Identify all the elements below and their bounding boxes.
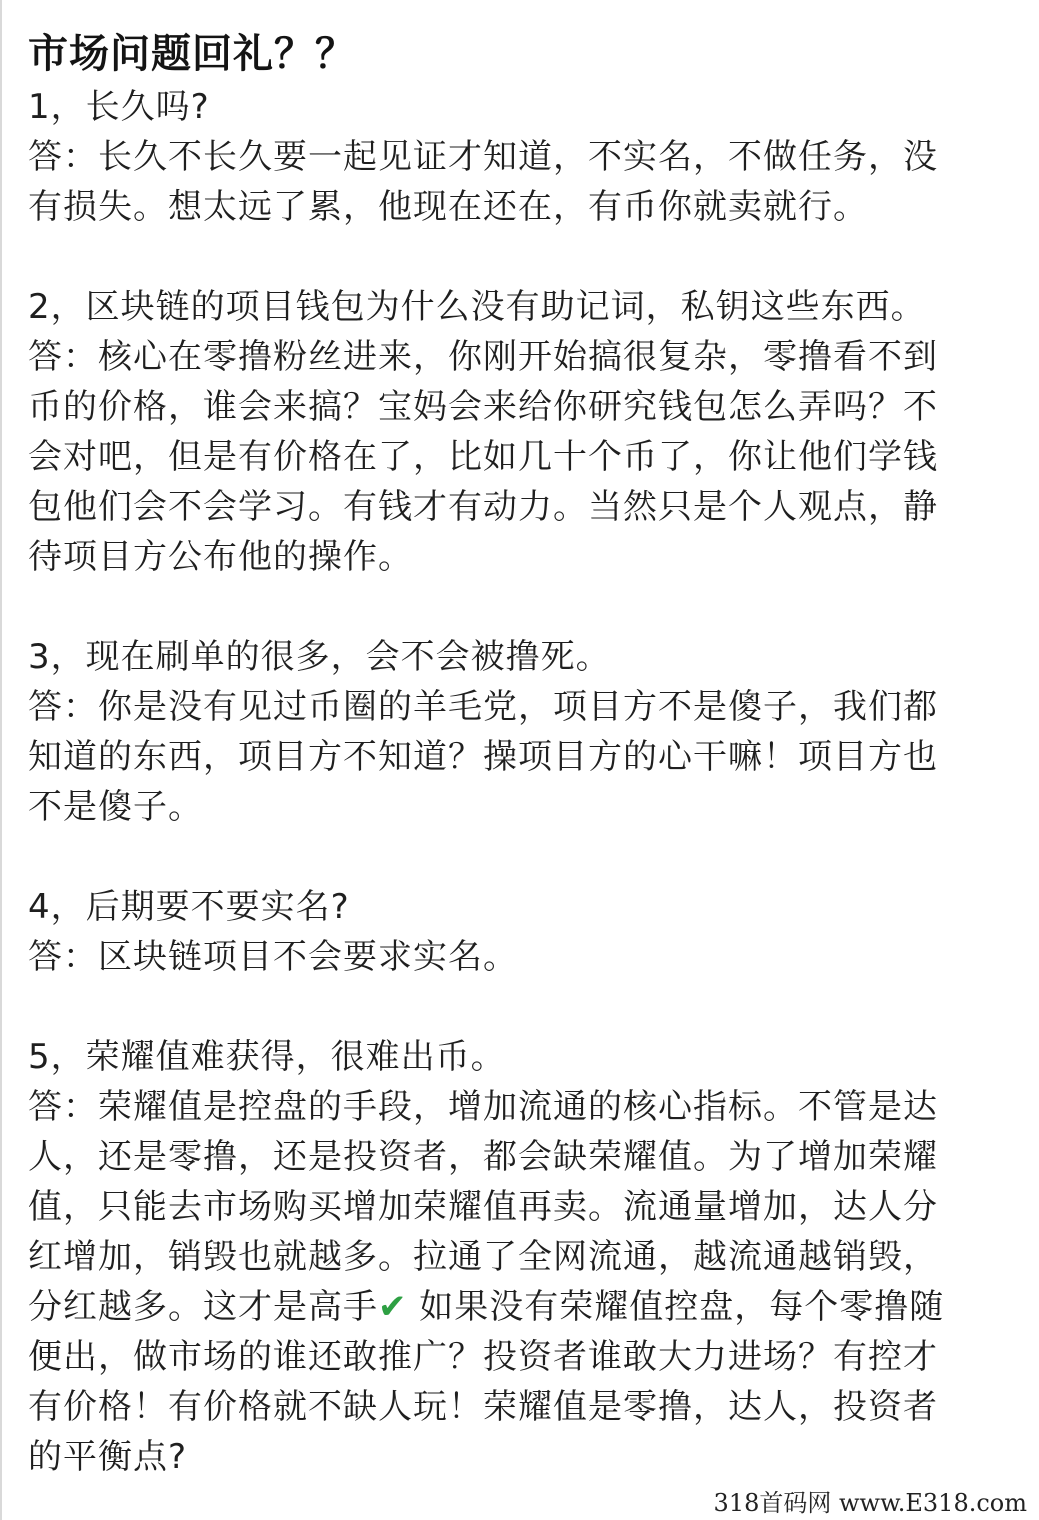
text-line [28,1282,1028,1332]
line-text: 会对吧，但是有价格在了，比如几十个币了，你让他们学钱 [28,437,938,477]
line-text: 2，区块链的项目钱包为什么没有助记词，私钥这些东西。 [28,287,926,327]
text-line [28,882,1028,932]
blank-line [28,232,1028,282]
line-text: 4，后期要不要实名? [28,887,350,927]
line-text: 值，只能去市场购买增加荣耀值再卖。流通量增加，达人分 [28,1187,938,1227]
left-border [0,0,2,1520]
page-title: 市场问题回礼？？ [28,31,356,77]
text-line [28,282,1028,332]
blank-line [28,582,1028,632]
line-text: 待项目方公布他的操作。 [28,537,413,577]
line-text: 包他们会不会学习。有钱才有动力。当然只是个人观点，静 [28,487,938,527]
text-line [28,1382,1028,1432]
line-text: 5，荣耀值难获得，很难出币。 [28,1037,506,1077]
text-line [28,1082,1028,1132]
text-line [28,732,1028,782]
line-text: 答：你是没有见过币圈的羊毛党，项目方不是傻子，我们都 [28,687,938,727]
text-line [28,1432,1028,1482]
text-line [28,682,1028,732]
line-text: 答：核心在零撸粉丝进来，你刚开始搞很复杂，零撸看不到 [28,337,938,377]
text-line [28,82,1028,132]
text-line [28,1132,1028,1182]
text-line [28,332,1028,382]
text-line [28,432,1028,482]
line-text: 知道的东西，项目方不知道？操项目方的心干嘛！项目方也 [28,737,938,777]
text-line [28,382,1028,432]
line-text: 不是傻子。 [28,787,203,827]
text-line [28,932,1028,982]
text-line [28,132,1028,182]
text-line [28,532,1028,582]
line-text: 红增加，销毁也就越多。拉通了全网流通，越流通越销毁， [28,1237,938,1277]
text-line [28,1332,1028,1382]
article [28,30,1028,1482]
blank-line [28,982,1028,1032]
line-text-continued: 如果没有荣耀值控盘，每个零撸随 [407,1287,945,1327]
line-text: 有价格！有价格就不缺人玩！荣耀值是零撸，达人，投资者 [28,1387,938,1427]
line-text: 分红越多。这才是高手 [28,1287,378,1327]
line-text: 便出，做市场的谁还敢推广？投资者谁敢大力进场？有控才 [28,1337,938,1377]
watermark: 318首码网 www.E318.com [713,1489,1027,1517]
line-text: 3，现在刷单的很多，会不会被撸死。 [28,637,611,677]
line-text: 答：区块链项目不会要求实名。 [28,937,518,977]
text-line [28,182,1028,232]
article-body [28,82,1028,1482]
text-line [28,782,1028,832]
text-line [28,482,1028,532]
text-line [28,632,1028,682]
text-line [28,1232,1028,1282]
line-text: 答：长久不长久要一起见证才知道，不实名，不做任务，没 [28,137,938,177]
line-text: 币的价格，谁会来搞？宝妈会来给你研究钱包怎么弄吗？不 [28,387,938,427]
text-line [28,1032,1028,1082]
line-text: 人，还是零撸，还是投资者，都会缺荣耀值。为了增加荣耀 [28,1137,938,1177]
line-text: 1，长久吗? [28,87,210,127]
line-text: 答：荣耀值是控盘的手段，增加流通的核心指标。不管是达 [28,1087,938,1127]
text-line [28,1182,1028,1232]
blank-line [28,832,1028,882]
line-text: 有损失。想太远了累，他现在还在，有币你就卖就行。 [28,187,868,227]
line-text: 的平衡点? [28,1437,188,1477]
check-mark-icon: ✔ [378,1287,408,1327]
